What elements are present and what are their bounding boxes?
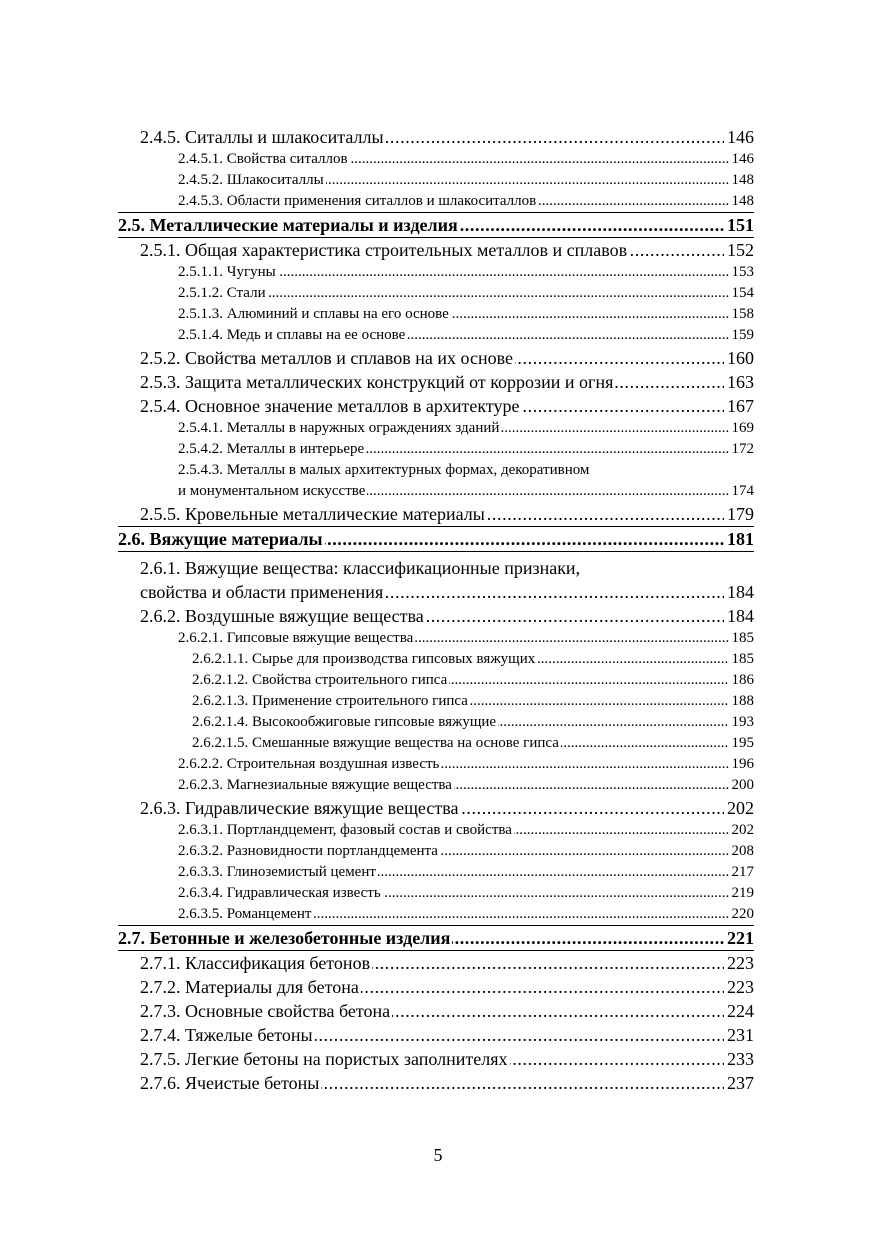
toc-entry-title: 2.6.3.4. Гидравлическая известь — [178, 885, 381, 901]
toc-entry-page: 196 — [729, 754, 755, 775]
section-rule — [118, 551, 754, 552]
toc-entry-title-line1: 2.6.1. Вяжущие вещества: классификационные признаки, — [140, 558, 581, 578]
page-number: 5 — [433, 1145, 443, 1165]
toc-entry-page: 193 — [729, 712, 755, 733]
toc-entry-page: 179 — [724, 502, 754, 526]
toc-entry-title: 2.5.1.3. Алюминий и сплавы на его основе — [178, 306, 449, 322]
toc-entry-title: 2.6.2.1.4. Высокообжиговые гипсовые вяжущие — [192, 714, 497, 730]
toc-entry-title: 2.5.1.1. Чугуны — [178, 264, 276, 280]
toc-entry[interactable] — [118, 733, 754, 754]
toc-entry[interactable] — [118, 904, 754, 925]
toc-entry-title: 2.6. Вяжущие материалы — [118, 529, 323, 549]
toc-entry-title: 2.6.2.1.2. Свойства строительного гипса — [192, 672, 448, 688]
toc-entry-title: 2.6.3.3. Глиноземистый цемент — [178, 864, 376, 880]
toc-entry-page: 224 — [724, 999, 754, 1023]
toc-entry[interactable] — [118, 951, 754, 975]
toc-entry-title: 2.5.1.2. Стали — [178, 285, 266, 301]
toc-entry-page: 223 — [724, 975, 754, 999]
toc-entry[interactable] — [118, 125, 754, 149]
toc-entry-page: 172 — [729, 439, 755, 460]
toc-entry[interactable] — [118, 628, 754, 649]
toc-entry-page: 237 — [724, 1071, 754, 1095]
toc-entry[interactable] — [118, 1047, 754, 1071]
toc-entry-page: 159 — [729, 325, 755, 346]
toc-entry[interactable] — [118, 346, 754, 370]
toc-entry-page: 160 — [724, 346, 754, 370]
toc-entry-title: 2.7.2. Материалы для бетона — [140, 977, 359, 997]
toc-entry-title: 2.7. Бетонные и железобетонные изделия — [118, 928, 451, 948]
toc-entry-page: 184 — [724, 580, 754, 604]
toc-entry-page: 153 — [729, 262, 755, 283]
toc-entry-page: 158 — [729, 304, 755, 325]
toc-entry-title: 2.4.5.3. Области применения ситаллов и шлакоситаллов — [178, 193, 537, 209]
toc-entry[interactable] — [118, 796, 754, 820]
toc-entry[interactable] — [118, 370, 754, 394]
toc-entry-title: 2.7.4. Тяжелые бетоны — [140, 1025, 313, 1045]
toc-entry-title: 2.5.1. Общая характеристика строительных металлов и сплавов — [140, 240, 628, 260]
toc-section-entry[interactable] — [118, 213, 754, 237]
toc-entry-title: 2.6.3.2. Разновидности портландцемента — [178, 843, 438, 859]
toc-entry-page: 163 — [724, 370, 754, 394]
toc-entry-page: 219 — [729, 883, 755, 904]
toc-entry-page: 188 — [729, 691, 755, 712]
toc-entry[interactable] — [118, 670, 754, 691]
toc-entry-page: 231 — [724, 1023, 754, 1047]
toc-entry-page: 200 — [729, 775, 755, 796]
toc-entry-title: 2.4.5.1. Свойства ситаллов — [178, 151, 348, 167]
toc-entry-page: 146 — [724, 125, 754, 149]
toc-entry-title: 2.6.2.1.3. Применение строительного гипса — [192, 693, 468, 709]
toc-entry-title: 2.7.1. Классификация бетонов — [140, 953, 371, 973]
toc-entry[interactable] — [118, 439, 754, 460]
toc-entry-title: 2.6.3.5. Романцемент — [178, 906, 312, 922]
toc-entry[interactable] — [118, 999, 754, 1023]
toc-entry[interactable] — [118, 883, 754, 904]
toc-entry-page: 181 — [724, 527, 754, 551]
toc-entry-title: 2.6.2.3. Магнезиальные вяжущие вещества — [178, 777, 452, 793]
toc-entry-page: 169 — [729, 418, 755, 439]
toc-entry-page: 202 — [724, 796, 754, 820]
toc-entry-page: 223 — [724, 951, 754, 975]
toc-entry-page: 202 — [729, 820, 755, 841]
toc-entry-title: 2.7.3. Основные свойства бетона — [140, 1001, 391, 1021]
toc-entry-title: 2.5. Металлические материалы и изделия — [118, 215, 458, 235]
toc-entry-title: свойства и области применения — [140, 582, 384, 602]
toc-entry[interactable] — [118, 841, 754, 862]
toc-entry-page: 208 — [729, 841, 755, 862]
toc-entry-title: 2.7.5. Легкие бетоны на пористых заполнителях — [140, 1049, 508, 1069]
toc-entry[interactable] — [118, 418, 754, 439]
toc-entry[interactable] — [118, 691, 754, 712]
toc-entry[interactable] — [118, 262, 754, 283]
toc-entry-title: и монументальном искусстве — [178, 483, 366, 499]
toc-entry-title: 2.6.2.1.5. Смешанные вяжущие вещества на основе гипса — [192, 735, 559, 751]
toc-entry[interactable] — [118, 1071, 754, 1095]
toc-entry[interactable] — [118, 862, 754, 883]
toc-entry-title: 2.6.3. Гидравлические вяжущие вещества — [140, 798, 459, 818]
toc-entry-page: 195 — [729, 733, 755, 754]
toc-entry-title: 2.7.6. Ячеистые бетоны — [140, 1073, 320, 1093]
toc-entry[interactable] — [118, 304, 754, 325]
toc-entry-page: 186 — [729, 670, 755, 691]
toc-entry[interactable] — [118, 394, 754, 418]
toc-entry-page: 185 — [729, 649, 755, 670]
toc-entry[interactable] — [118, 712, 754, 733]
table-of-contents — [118, 125, 754, 1095]
toc-entry-page: 220 — [729, 904, 755, 925]
toc-entry-title: 2.4.5.2. Шлакоситаллы — [178, 172, 324, 188]
toc-entry[interactable] — [118, 238, 754, 262]
toc-entry[interactable] — [118, 481, 754, 502]
toc-entry-page: 174 — [729, 481, 755, 502]
toc-section-entry[interactable] — [118, 527, 754, 551]
toc-entry-page: 146 — [729, 149, 755, 170]
toc-entry-title: 2.5.3. Защита металлических конструкций от коррозии и огня — [140, 372, 614, 392]
toc-entry-title: 2.6.2. Воздушные вяжущие вещества — [140, 606, 424, 626]
toc-entry-page: 152 — [724, 238, 754, 262]
toc-entry-page: 151 — [724, 213, 754, 237]
toc-entry[interactable] — [118, 580, 754, 604]
toc-entry-page: 217 — [729, 862, 755, 883]
toc-section-entry[interactable] — [118, 926, 754, 950]
toc-entry[interactable] — [118, 149, 754, 170]
toc-entry-title: 2.6.2.1. Гипсовые вяжущие вещества — [178, 630, 414, 646]
toc-entry-title: 2.5.4. Основное значение металлов в архитектуре — [140, 396, 520, 416]
toc-entry[interactable] — [118, 502, 754, 526]
toc-entry[interactable] — [118, 1023, 754, 1047]
toc-entry-page: 148 — [729, 170, 755, 191]
toc-entry-title: 2.5.4.1. Металлы в наружных ограждениях зданий — [178, 420, 500, 436]
toc-entry-title: 2.5.1.4. Медь и сплавы на ее основе — [178, 327, 406, 343]
toc-entry-title: 2.5.5. Кровельные металлические материалы — [140, 504, 485, 524]
toc-entry-page: 221 — [724, 926, 754, 950]
toc-entry[interactable] — [118, 975, 754, 999]
toc-entry-title: 2.5.2. Свойства металлов и сплавов на их основе — [140, 348, 514, 368]
toc-entry-page: 185 — [729, 628, 755, 649]
toc-entry-title: 2.6.2.1.1. Сырье для производства гипсовых вяжущих — [192, 651, 536, 667]
toc-entry[interactable] — [118, 283, 754, 304]
toc-entry[interactable] — [118, 191, 754, 212]
toc-entry[interactable] — [118, 775, 754, 796]
toc-entry[interactable] — [118, 170, 754, 191]
toc-entry-title: 2.6.2.2. Строительная воздушная известь — [178, 756, 440, 772]
toc-entry-page: 184 — [724, 604, 754, 628]
toc-entry-title: 2.4.5. Ситаллы и шлакоситаллы — [140, 127, 384, 147]
toc-entry-title-line1: 2.5.4.3. Металлы в малых архитектурных формах, декоративном — [178, 462, 590, 478]
toc-entry[interactable] — [118, 604, 754, 628]
toc-entry-page: 154 — [729, 283, 755, 304]
toc-entry-title: 2.6.3.1. Портландцемент, фазовый состав и свойства — [178, 822, 512, 838]
toc-entry-page: 167 — [724, 394, 754, 418]
toc-entry-page: 148 — [729, 191, 755, 212]
toc-entry[interactable] — [118, 649, 754, 670]
toc-entry-title: 2.5.4.2. Металлы в интерьере — [178, 441, 365, 457]
toc-entry[interactable] — [118, 754, 754, 775]
toc-entry[interactable] — [118, 325, 754, 346]
toc-entry[interactable] — [118, 820, 754, 841]
toc-entry-page: 233 — [724, 1047, 754, 1071]
